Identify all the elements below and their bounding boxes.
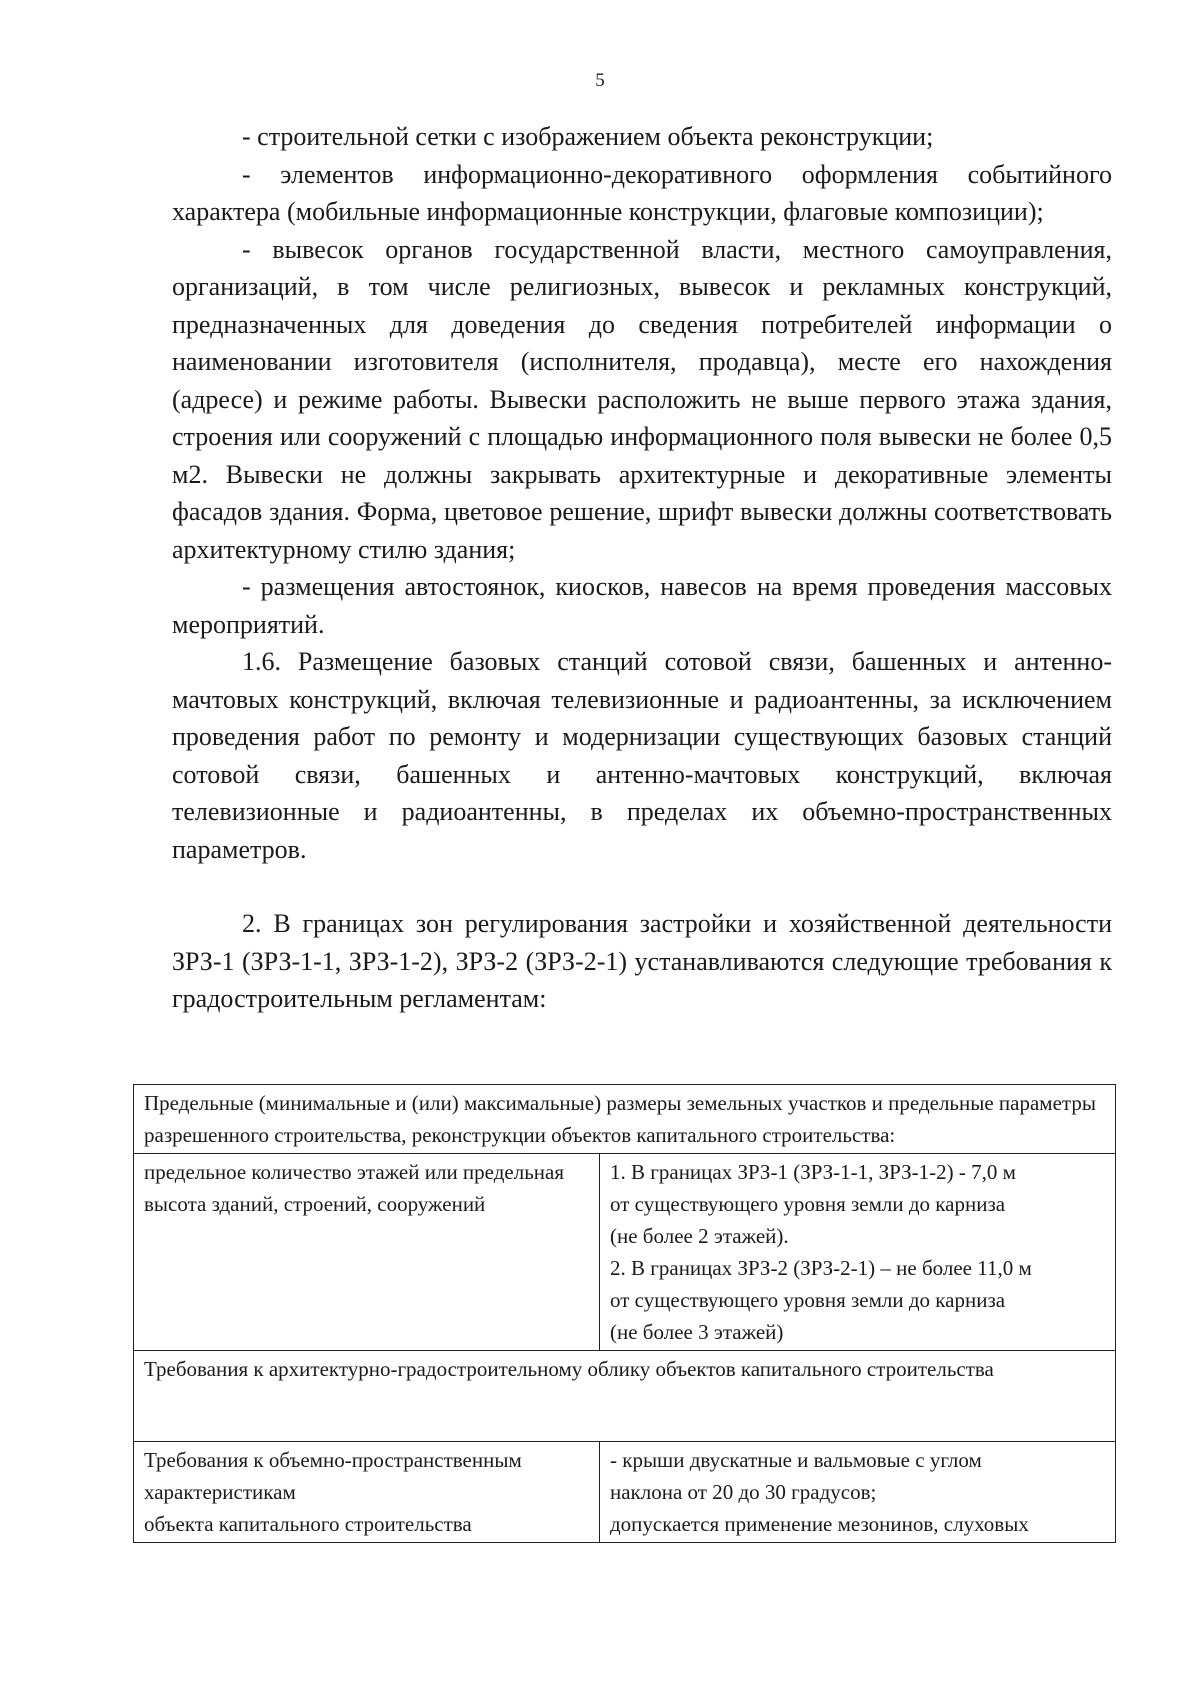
table-row bbox=[134, 1442, 1116, 1543]
cell-line: наклона от 20 до 30 градусов; bbox=[610, 1480, 877, 1504]
regulations-table bbox=[133, 1084, 1116, 1543]
paragraph: 1.6. Размещение базовых станций сотовой связи, башенных и антенно-мачтовых конструкций, включая телевизионные и радиоантенны, за исключением проведения работ по ремонту и модернизации существующих базовых станций сотовой связи, башенных и антенно-мачтовых конструкций, включая телевизионные и радиоантенны, в пределах их объемно-пространственных параметров. bbox=[172, 647, 1112, 864]
body-text bbox=[172, 118, 1112, 1018]
paragraph: - строительной сетки с изображением объекта реконструкции; bbox=[242, 122, 934, 151]
cell-line: (не более 2 этажей). bbox=[610, 1224, 789, 1248]
table-cell-value bbox=[600, 1154, 1116, 1351]
paragraph: - элементов информационно-декоративного оформления событийного характера (мобильные информационные конструкции, флаговые композиции); bbox=[172, 159, 1112, 226]
table-cell-label bbox=[134, 1442, 600, 1543]
table-cell-value bbox=[600, 1442, 1116, 1543]
cell-line: 1. В границах ЗРЗ-1 (ЗРЗ-1-1, ЗРЗ-1-2) - 7,0 м bbox=[610, 1160, 1016, 1184]
cell-line: Требования к объемно-пространственным bbox=[144, 1448, 522, 1472]
cell-line: характеристикам bbox=[144, 1480, 296, 1504]
cell-line: от существующего уровня земли до карниза bbox=[610, 1192, 1006, 1216]
table-section-cell: Требования к архитектурно-градостроительному облику объектов капитального строительства bbox=[134, 1351, 1116, 1442]
table-header-cell: Предельные (минимальные и (или) максимальные) размеры земельных участков и предельные параметры разрешенного строительства, реконструкции объектов капитального строительства: bbox=[134, 1085, 1116, 1154]
paragraph: - размещения автостоянок, киосков, навесов на время проведения массовых мероприятий. bbox=[172, 572, 1112, 639]
table-row bbox=[134, 1154, 1116, 1351]
cell-line: 2. В границах ЗРЗ-2 (ЗРЗ-2-1) – не более 11,0 м bbox=[610, 1256, 1032, 1280]
paragraph: - вывесок органов государственной власти, местного самоуправления, организаций, в том числе религиозных, вывесок и рекламных конструкций, предназначенных для доведения до сведения потребителей информации о наименовании изготовителя (исполнителя, продавца), месте его нахождения (адресе) и режиме работы. Вывески расположить не выше первого этажа здания, строения или сооружений с площадью информационного поля вывески не более 0,5 м2. Вывески не должны закрывать архитектурные и декоративные элементы фасадов здания. Форма, цветовое решение, шрифт вывески должны соответствовать архитектурному стилю здания; bbox=[172, 234, 1112, 564]
cell-line: объекта капитального строительства bbox=[144, 1512, 472, 1536]
table-cell-label: предельное количество этажей или предельная высота зданий, строений, сооружений bbox=[134, 1154, 600, 1351]
cell-line: - крыши двускатные и вальмовые с углом bbox=[610, 1448, 982, 1472]
cell-line: допускается применение мезонинов, слуховых bbox=[610, 1512, 1029, 1536]
cell-line: от существующего уровня земли до карниза bbox=[610, 1288, 1006, 1312]
table-row bbox=[134, 1085, 1116, 1154]
table-row bbox=[134, 1351, 1116, 1442]
page-number: 5 bbox=[595, 70, 605, 91]
paragraph: 2. В границах зон регулирования застройки и хозяйственной деятельности ЗРЗ-1 (ЗРЗ-1-1, ЗРЗ-1-2), ЗРЗ-2 (ЗРЗ-2-1) устанавливаются следующие требования к градостроительным регламентам: bbox=[172, 909, 1112, 1013]
cell-line: (не более 3 этажей) bbox=[610, 1320, 784, 1344]
